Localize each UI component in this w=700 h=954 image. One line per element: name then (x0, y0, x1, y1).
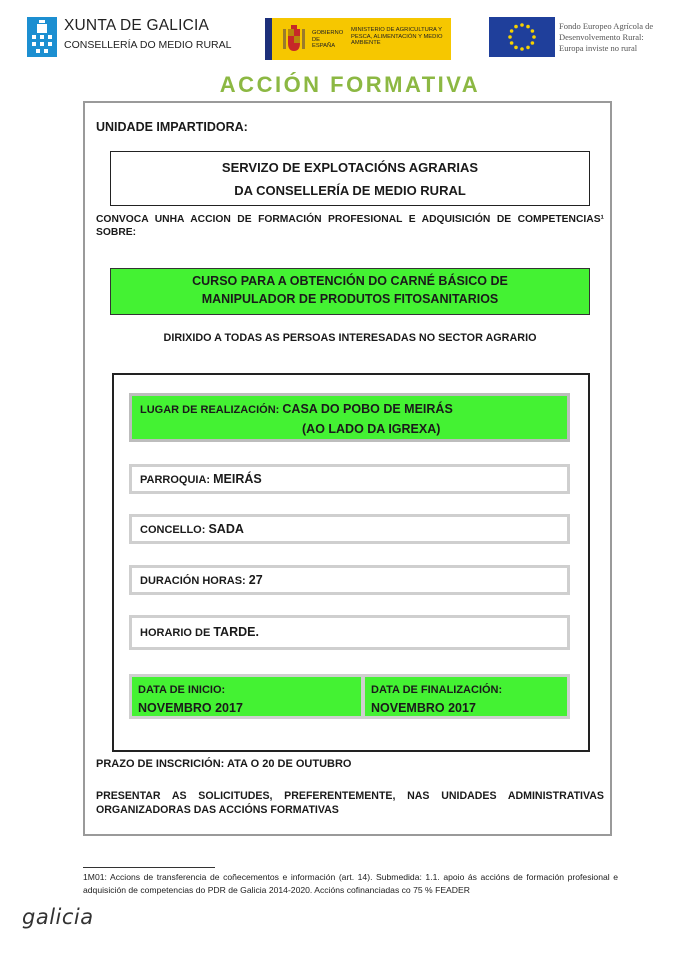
gobierno-logo (265, 18, 451, 60)
lugar-label: LUGAR DE REALIZACIÓN: (140, 404, 280, 416)
feader-text (559, 21, 699, 54)
duracion-value: 27 (248, 573, 263, 587)
fin-label: DATA DE FINALIZACIÓN: (371, 684, 503, 696)
page-title: ACCIÓN FORMATIVA (219, 72, 481, 97)
parroquia-value: MEIRÁS (213, 472, 262, 486)
concello-field (129, 514, 570, 544)
lugar-value-2: (AO LADO DA IGREXA) (302, 422, 441, 436)
dirixido-text (0, 332, 700, 344)
eu-flag-icon (489, 17, 555, 57)
horario-label: HORARIO DE (140, 627, 211, 639)
curso-line-2: MANIPULADOR DE PRODUTOS FITOSANITARIOS (201, 292, 499, 306)
lugar-line-1 (140, 402, 453, 416)
convoca-text: CONVOCA UNHA ACCION DE FORMACIÓN PROFESIONAL E ADQUISICIÓN DE COMPETENCIAS¹ SOBRE: (96, 214, 604, 238)
unidade-label: UNIDADE IMPARTIDORA: (96, 120, 248, 134)
curso-line-1: CURSO PARA A OBTENCIÓN DO CARNÉ BÁSICO DE (192, 274, 508, 288)
servizo-box (110, 151, 590, 206)
gobierno-text: GOBIERNO DE ESPAÑA (312, 30, 344, 49)
servizo-line-1: SERVIZO DE EXPLOTACIÓNS AGRARIAS (221, 160, 479, 175)
feader-line-1: Fondo Europeo Agrícola de (559, 21, 654, 31)
data-fin-field (362, 674, 570, 719)
ministerio-text: MINISTERIO DE AGRICULTURA Y PESCA, ALIMENTACIÓN Y MEDIO AMBIENTE (351, 27, 443, 46)
footnote: 1M01: Accions de transferencia de coñecementos e información (art. 14). Submedida: 1.1. apoio ás accións de formación profesional e adquisición de competencias do PDR de Galicia 2014-2020. Accións cofinanciadas co 75 % FEADER (83, 872, 618, 895)
feader-line-3: Europa inviste no rural (559, 43, 638, 53)
duracion-label: DURACIÓN HORAS: (140, 575, 246, 587)
servizo-line-2: DA CONSELLERÍA DE MEDIO RURAL (234, 183, 466, 198)
duracion-field (129, 565, 570, 595)
xunta-name: XUNTA DE GALICIA (64, 17, 210, 34)
data-inicio-field (129, 674, 364, 719)
dirixido-label: DIRIXIDO A TODAS AS PERSOAS INTERESADAS NO SECTOR AGRARIO (163, 332, 537, 344)
spain-shield-icon (282, 25, 306, 53)
horario-value: TARDE. (213, 625, 259, 639)
concello-value: SADA (208, 522, 244, 536)
horario-field (129, 615, 570, 650)
lugar-value: CASA DO POBO DE MEIRÁS (282, 402, 453, 416)
presentar-text: PRESENTAR AS SOLICITUDES, PREFERENTEMENTE, NAS UNIDADES ADMINISTRATIVAS ORGANIZADORAS DAS ACCIÓNS FORMATIVAS (96, 790, 604, 816)
xunta-subtitle: CONSELLERÍA DO MEDIO RURAL (64, 39, 232, 51)
inicio-label: DATA DE INICIO: (138, 684, 226, 696)
parroquia-label: PARROQUIA: (140, 474, 211, 486)
galicia-logo: galicia (22, 905, 94, 929)
feader-line-2: Desenvolvemento Rural: (559, 32, 644, 42)
curso-box (110, 268, 590, 315)
xunta-shield-icon (27, 17, 57, 57)
inicio-value: NOVEMBRO 2017 (138, 701, 243, 715)
footnote-divider (83, 867, 215, 868)
fin-value: NOVEMBRO 2017 (371, 701, 476, 715)
prazo-text: PRAZO DE INSCRICIÓN: ATA O 20 DE OUTUBRO (96, 758, 352, 770)
parroquia-field (129, 464, 570, 494)
concello-label: CONCELLO: (140, 524, 206, 536)
lugar-field (129, 393, 570, 442)
gobierno-stripe (265, 18, 272, 60)
